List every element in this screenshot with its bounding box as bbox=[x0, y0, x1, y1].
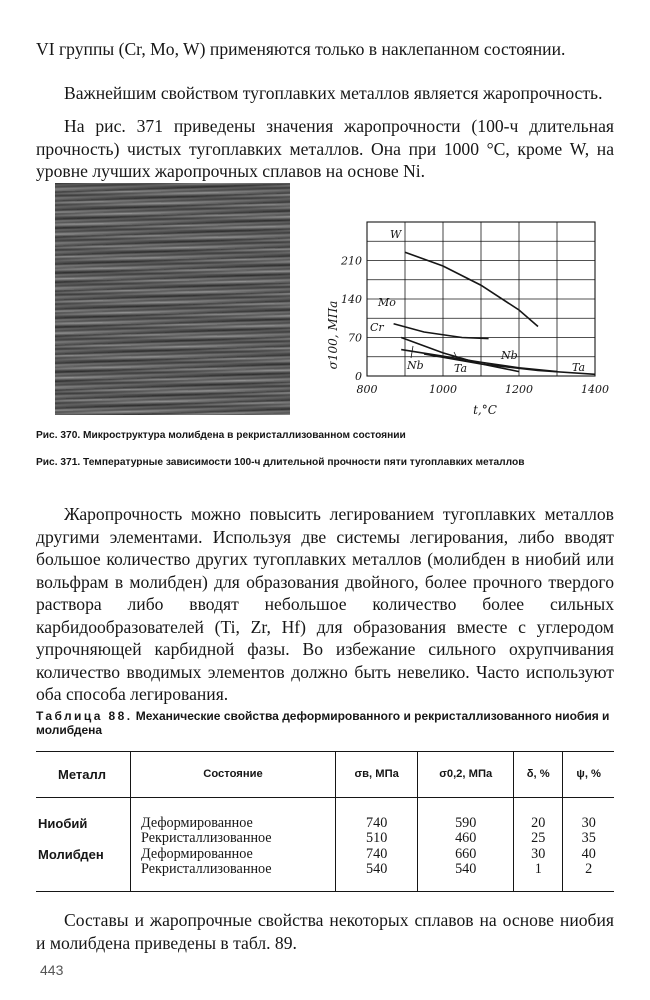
table-title-text: Механические свойства деформированного и рекристаллизованного ниобия и молибдена bbox=[36, 709, 610, 737]
series-label-nb-2: Nb bbox=[501, 349, 518, 362]
series-line-w bbox=[405, 252, 538, 326]
chart-series-labels bbox=[370, 228, 585, 375]
paragraph-3: На рис. 371 приведены значения жаропрочности (100-ч длительная прочность) чистых тугоплавких металлов. Она при 1000 °C, кроме W, на уровне лучших жаропрочных сплавов на основе Ni. bbox=[36, 116, 614, 181]
y-tick-label: 0 bbox=[355, 370, 362, 383]
x-tick-label: 800 bbox=[356, 383, 378, 396]
header-yield-strength: σ0,2, МПа bbox=[418, 752, 514, 798]
series-label-nb: Nb bbox=[407, 359, 424, 372]
table-title-word: Таблица 88. bbox=[36, 709, 133, 723]
series-label-ta-2: Ta bbox=[572, 361, 586, 374]
page-number: 443 bbox=[40, 962, 64, 978]
series-label-mo: Mo bbox=[378, 296, 396, 309]
header-state: Состояние bbox=[131, 752, 336, 798]
series-label-w: W bbox=[390, 228, 402, 241]
figure-371-caption: Рис. 371. Температурные зависимости 100-ч длительной прочности пяти тугоплавких металлов bbox=[36, 457, 525, 468]
table-header-row bbox=[36, 752, 614, 798]
paragraph-1: VI группы (Cr, Mo, W) применяются только в наклепанном состоянии. bbox=[36, 39, 566, 59]
table-row: Рекристаллизованное 540 540 1 2 bbox=[36, 862, 614, 892]
table-title bbox=[36, 709, 614, 737]
paragraph-5: Составы и жаропрочные свойства некоторых сплавов на основе ниобия и молибдена приведены в табл. 89. bbox=[36, 910, 614, 953]
x-tick-label: 1400 bbox=[581, 383, 609, 396]
series-line-nb bbox=[401, 350, 557, 372]
header-reduction: ψ, % bbox=[563, 752, 614, 798]
paragraph-4: Жаропрочность можно повысить легированием тугоплавких металлов другими элементами. Используя две системы легирования, либо вводят большое количество других тугоплавких металлов (молибден в ниобий или вольфрам в молибден) для образования двойного, более прочного твердого раствора либо вводят небольшое количество более сильных карбидообразователей (Ti, Zr, Hf) для образования вместе с углеродом упрочняющей карбидной фазы. Во избежание сильного охрупчивания количество вводимых элементов должно быть невелико. Часто используют оба способа легирования. bbox=[36, 504, 614, 704]
series-label-ta: Ta bbox=[454, 362, 468, 375]
x-tick-label: 1200 bbox=[505, 383, 533, 396]
properties-table bbox=[36, 751, 614, 892]
chart-x-label: t,°C bbox=[473, 403, 497, 417]
paragraph-2: Важнейшим свойством тугоплавких металлов является жаропрочность. bbox=[64, 83, 603, 103]
chart-series bbox=[394, 252, 595, 374]
header-elongation: δ, % bbox=[514, 752, 563, 798]
chart-grid bbox=[367, 222, 595, 376]
header-ultimate-strength: σв, МПа bbox=[336, 752, 418, 798]
microstructure-photo bbox=[55, 183, 290, 415]
table-row: Рекристаллизованное 510 460 25 35 bbox=[36, 831, 614, 846]
table-row: Ниобий Деформированное 740 590 20 30 bbox=[36, 798, 614, 832]
chart-y-label: σ100, МПа bbox=[326, 300, 340, 370]
table-row: Молибден Деформированное 740 660 30 40 bbox=[36, 847, 614, 862]
y-tick-label: 210 bbox=[341, 254, 362, 268]
y-tick-label: 140 bbox=[341, 293, 362, 306]
series-line-mo bbox=[394, 324, 489, 339]
header-metal: Металл bbox=[36, 752, 131, 798]
strength-chart bbox=[320, 200, 620, 422]
figure-370-caption: Рис. 370. Микроструктура молибдена в рекристаллизованном состоянии bbox=[36, 430, 406, 441]
x-tick-label: 1000 bbox=[429, 383, 457, 396]
series-label-cr: Cr bbox=[370, 321, 384, 334]
y-tick-label: 70 bbox=[348, 331, 362, 345]
